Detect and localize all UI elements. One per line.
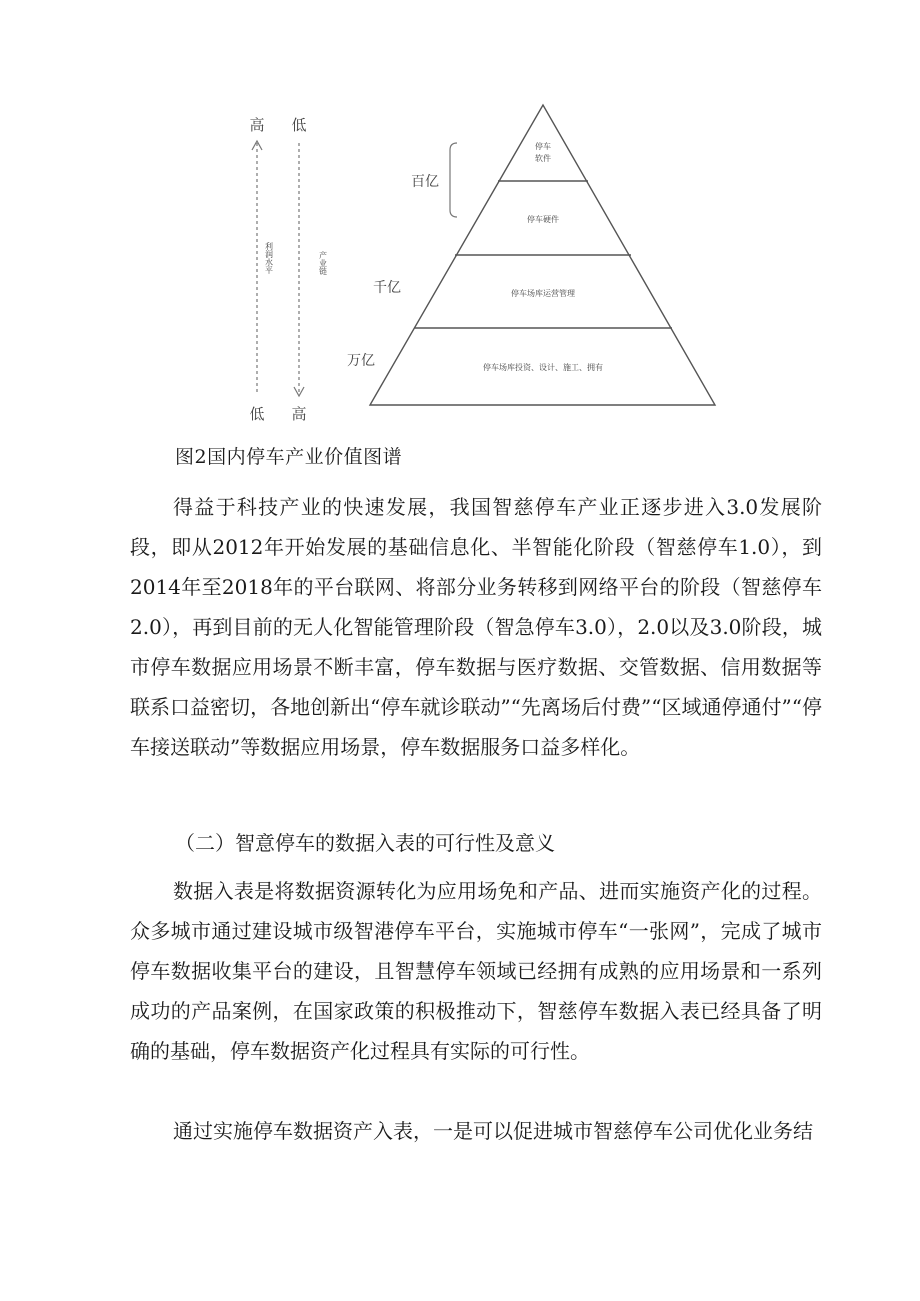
side-label-thousand-billion: 千亿 xyxy=(373,280,401,296)
pyramid-level-software-line1: 停车 xyxy=(535,142,551,151)
pyramid-level-software-line2: 软件 xyxy=(535,154,551,163)
side-label-ten-thousand-billion: 万亿 xyxy=(347,353,375,369)
side-label-hundred-billion: 百亿 xyxy=(411,174,439,190)
left-axis-top-label: 高 xyxy=(249,116,265,134)
right-axis-label: 产业链 xyxy=(318,251,328,275)
paragraph-development-stages: 得益于科技产业的快速发展，我国智慈停车产业正逐步进入3.0发展阶段，即从2012年开始发展的基础信息化、半智能化阶段（智慈停车1.0），到2014年至2018年的平台联网、将部分业务转移到网络平台的阶段（智慈停车2.0），再到目前的无人化智能管理阶段（智急停车3.0），2.0以及3.0阶段，城市停车数据应用场景不断丰富，停车数据与医疗数据、交管数据、信用数据等联系口益密切，各地创新出“停车就诊联动”“先离场后付费”“区域通停通付”“停车接送联动”等数据应用场景，停车数据服务口益多样化。 xyxy=(130,495,822,759)
pyramid-level-operation: 停车场库运营管理 xyxy=(511,289,575,298)
pyramid-level-hardware: 停车硬件 xyxy=(527,215,559,224)
section-subheading: （二）智意停车的数据入表的可行性及意义 xyxy=(175,831,555,855)
hundred-billion-bracket xyxy=(450,143,457,217)
pyramid-diagram xyxy=(225,95,725,425)
parking-industry-value-pyramid-figure xyxy=(225,95,725,425)
paragraph-data-feasibility: 数据入表是将数据资源转化为应用场免和产品、进而实施资产化的过程。众多城市通过建设城市级智港停车平台，实施城市停车“一张网”，完成了城市停车数据收集平台的建设，且智慧停车领域已经拥有成熟的应用场景和一系列成功的产品案例，在国家政策的积极推动下，智慈停车数据入表已经具备了明确的基础，停车数据资产化过程具有实际的可行性。 xyxy=(130,879,822,1063)
figure-caption: 图2国内停车产业价值图谱 xyxy=(175,446,403,468)
left-axis-label: 利润水平 xyxy=(264,242,274,274)
pyramid-level-investment: 停车场库投资、设计、施工、拥有 xyxy=(483,363,603,372)
left-axis-bottom-label: 低 xyxy=(249,405,265,423)
right-axis-bottom-label: 高 xyxy=(291,405,307,423)
right-axis-top-label: 低 xyxy=(291,116,307,134)
paragraph-significance: 通过实施停车数据资产入表，一是可以促进城市智慈停车公司优化业务结 xyxy=(173,1119,813,1143)
